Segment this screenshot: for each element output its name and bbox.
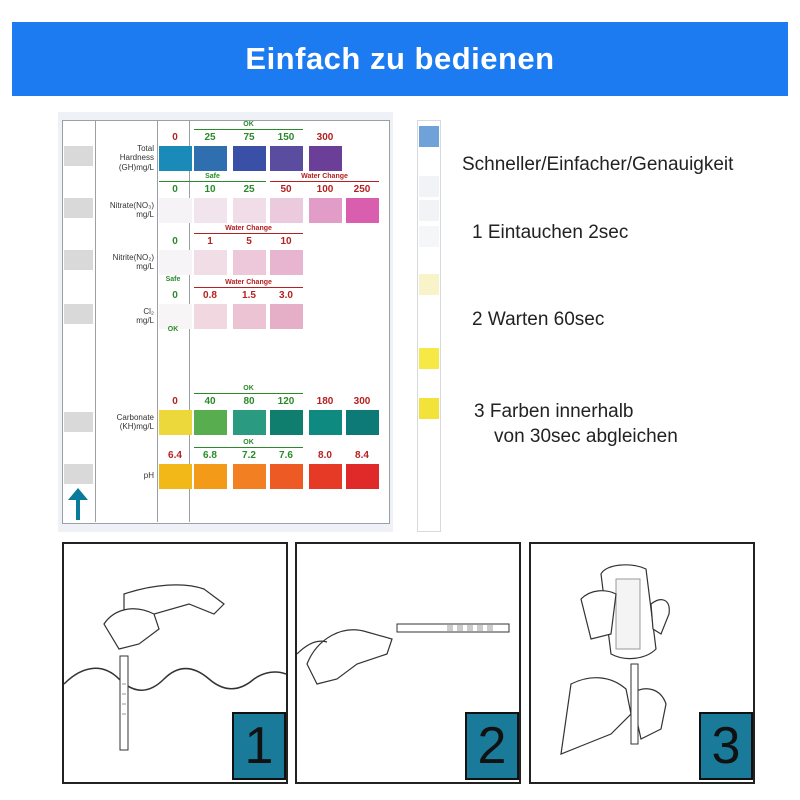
color-swatch	[346, 410, 379, 435]
parameter-label: pH	[143, 471, 154, 481]
level-label: 40	[204, 396, 216, 407]
reference-square	[64, 146, 93, 166]
strip-pad	[419, 126, 439, 147]
step-number: 1	[244, 717, 274, 775]
strip-pad	[419, 348, 439, 369]
parameter-label: Nitrate(NO₃) mg/L	[109, 200, 154, 219]
parameter-label: Cl₂ mg/L	[136, 306, 154, 325]
side-annotation: Safe	[165, 276, 181, 283]
color-swatch	[233, 304, 266, 329]
color-swatch	[270, 198, 303, 223]
color-swatch	[233, 464, 266, 489]
color-swatch	[309, 146, 342, 171]
color-swatch	[346, 198, 379, 223]
level-label: 7.2	[242, 450, 256, 461]
range-bracket-line	[194, 393, 303, 394]
color-swatch	[270, 464, 303, 489]
arrow-up-icon-shaft	[76, 498, 80, 520]
step-number-badge	[232, 712, 286, 780]
color-swatch	[233, 250, 266, 275]
color-swatch	[194, 410, 227, 435]
color-swatch	[233, 198, 266, 223]
reference-square	[64, 250, 93, 270]
level-label: 10	[280, 236, 292, 247]
level-label: 50	[280, 184, 292, 195]
strip-pad	[419, 274, 439, 295]
caption-step1: 1 Eintauchen 2sec	[472, 222, 629, 243]
step-number: 3	[711, 717, 741, 775]
level-label: 8.0	[318, 450, 332, 461]
reference-square	[64, 198, 93, 218]
caption-headline: Schneller/Einfacher/Genauigkeit	[462, 154, 734, 175]
color-swatch	[159, 198, 192, 223]
level-label: 6.4	[168, 450, 182, 461]
range-annotation: OK	[243, 439, 254, 446]
strip-pad	[419, 398, 439, 419]
level-label: 10	[204, 184, 216, 195]
color-swatch	[233, 146, 266, 171]
level-label: 75	[243, 132, 255, 143]
color-swatch	[194, 198, 227, 223]
parameter-label: Total Hardness (GH)mg/L	[118, 143, 154, 172]
color-swatch	[194, 250, 227, 275]
range-annotation: Water Change	[225, 279, 272, 286]
level-label: 25	[243, 184, 255, 195]
step-panel-3	[529, 542, 755, 784]
level-label: 300	[353, 396, 371, 407]
level-label: 0	[172, 236, 178, 247]
range-bracket-line	[194, 447, 303, 448]
level-label: 80	[243, 396, 255, 407]
level-label: 3.0	[279, 290, 293, 301]
level-label: 6.8	[203, 450, 217, 461]
strip-pad	[419, 200, 439, 221]
color-swatch	[270, 410, 303, 435]
color-swatch	[159, 410, 192, 435]
color-swatch	[194, 146, 227, 171]
level-label: 1.5	[242, 290, 256, 301]
reference-square	[64, 304, 93, 324]
level-label: 0	[172, 290, 178, 301]
color-swatch	[270, 250, 303, 275]
color-swatch	[346, 464, 379, 489]
level-label: 100	[316, 184, 334, 195]
caption-step3-line2: von 30sec abgleichen	[494, 426, 678, 447]
caption-step3-line1: 3 Farben innerhalb	[474, 401, 634, 422]
level-label: 300	[316, 132, 334, 143]
color-swatch	[159, 250, 192, 275]
color-swatch	[309, 464, 342, 489]
parameter-label: Nitrite(NO₂) mg/L	[112, 252, 154, 271]
color-swatch	[270, 304, 303, 329]
color-swatch	[233, 410, 266, 435]
parameter-label: Carbonate (KH)mg/L	[116, 412, 154, 431]
level-label: 7.6	[279, 450, 293, 461]
level-label: 250	[353, 184, 371, 195]
level-label: 8.4	[355, 450, 369, 461]
range-bracket-line	[270, 181, 379, 182]
range-annotation: OK	[243, 121, 254, 128]
level-label: 5	[246, 236, 252, 247]
level-label: 25	[204, 132, 216, 143]
header-banner	[12, 22, 788, 96]
level-label: 150	[277, 132, 295, 143]
color-swatch	[194, 464, 227, 489]
color-swatch	[194, 304, 227, 329]
step-panel-2	[295, 542, 521, 784]
range-bracket-line	[194, 129, 303, 130]
color-swatch	[309, 198, 342, 223]
range-annotation: OK	[243, 385, 254, 392]
level-label: 0	[172, 396, 178, 407]
strip-pad	[419, 226, 439, 247]
step-number: 2	[477, 717, 507, 775]
banner-title: Einfach zu bedienen	[245, 41, 555, 76]
color-swatch	[159, 146, 192, 171]
range-bracket-line	[194, 287, 303, 288]
color-swatch	[159, 464, 192, 489]
strip-pad	[419, 176, 439, 197]
color-swatch	[309, 410, 342, 435]
chart-divider	[157, 120, 158, 522]
color-swatch	[270, 146, 303, 171]
step-number-badge	[699, 712, 753, 780]
range-annotation: Water Change	[225, 225, 272, 232]
level-label: 1	[207, 236, 213, 247]
caption-step2: 2 Warten 60sec	[472, 309, 605, 330]
range-annotation: Water Change	[301, 173, 348, 180]
range-bracket-line	[194, 233, 303, 234]
level-label: 0	[172, 184, 178, 195]
side-annotation: OK	[167, 326, 179, 333]
level-label: 0	[172, 132, 178, 143]
step-panel-1	[62, 542, 288, 784]
reference-square	[64, 412, 93, 432]
range-annotation: Safe	[205, 173, 220, 180]
reference-square	[64, 464, 93, 484]
level-label: 120	[277, 396, 295, 407]
level-label: 0.8	[203, 290, 217, 301]
range-bracket-line	[159, 181, 266, 182]
level-label: 180	[316, 396, 334, 407]
step-number-badge	[465, 712, 519, 780]
